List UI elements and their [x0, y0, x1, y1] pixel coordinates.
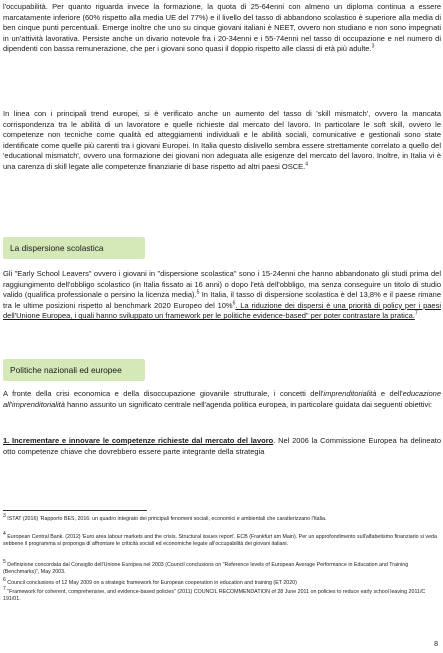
paragraph-competenze: 1. Incrementare e innovare le competenze richieste dal mercato del lavoro. Nel 2006 la Commissione Europea ha delineato otto competenze chiave che dovrebbero essere parte integrante della strategia — [3, 436, 442, 456]
section-heading-dispersione: La dispersione scolastica — [3, 237, 145, 259]
page-number: 8 — [434, 641, 438, 648]
section-heading-politiche: Politiche nazionali ed europee — [3, 359, 145, 381]
paragraph-imprenditorialita: A fronte della crisi economica e della disoccupazione giovanile strutturale, i concetti dell'imprenditorialità e dell'educazione all'imprenditorialità hanno assunto un significato centrale nell'agenda politica europea, in particolare guidata dai seguenti obiettivi: — [3, 389, 441, 409]
paragraph-occupabilita: l'occupabilità. Per quanto riguarda invece la formazione, la quota di 25-64enni con almeno un diploma continua a essere marcatamente inferiore (60% rispetto alla media UE del 77%) e il livello del tasso di abbandono scolastico è superiore alla media di ben cinque punti percentuali. Emerge inoltre che uno su cinque giovani italiani è NEET, ovvero non studiano e non sono impegnati in un'attività lavorativa. Persiste anche un divario notevole fra i 20-34enni e i 55-74enni nel tasso di occupazione e nel numero di dipendenti con bassa remunerazione, che per i giovani sono quasi il doppio rispetto alle classi di età più adulte.$^3$ — [3, 2, 441, 54]
footnote-separator — [3, 510, 147, 511]
paragraph-skill-mismatch: In linea con i principali trend europei, si è verificato anche un aumento del tasso di 'skill mismatch', ovvero la mancata corrispondenza tra le abilità di un lavoratore e quelle richieste dal mercato del lavoro. In particolare le soft skill, ovvero le competenze non tecniche come qualità ed atteggiamenti individuali e le abilità sociali, comunicative e gestionali sono state identificate come quelle più carenti tra i giovani Europei. In Italia questo dislivello sembra essere strettamente correlato a quello del 'educational mismatch', ovvero una formazione dei giovani non adeguata alle esigenze del mercato del lavoro. Inoltre, in Italia vi è una carenza di skill legate alle competenze finanziarie di base rispetto ad altri paesi OSCE.$^4$ — [3, 109, 441, 171]
footnote-3: $^3$ ISTAT (2016) 'Rapporto BES, 2016: un quadro integrato dei principali fenomeni sociali, economici e ambientali che caratterizzano l'Italia. — [3, 513, 327, 522]
footnote-4: $^4$ European Central Bank. (2012) 'Euro area labour markets and the crisis. Structural issues report'. ECB (Frankfurt am Main). Per un approfondimento sull'alfabetismo finanziario si veda sebbene il programma si proponga di affrontare le criticità sociali ed economiche legate all'occupabilità dei giovani italiani. — [3, 531, 437, 548]
paragraph-early-school-leavers: Gli "Early School Leavers" ovvero i giovani in "dispersione scolastica" sono i 15-24enni che hanno abbandonato gli studi prima del raggiungimento dell'obbligo scolastico (in Italia fissato ai 16 anni) o dopo l'età dell'obbligo, ma senza conseguire un titolo di studio valido (qualifica professionale o persino la licenza media).$^5$ In Italia, il tasso di dispersione scolastica è del 13,8% e il paese rimane tra le ultime posizioni rispetto al benchmark 2020 Europeo del 10%$^6$. La riduzione dei dispersi è una priorità di policy per i paesi dell'Unione Europea, i quali hanno sviluppato un framework per le politiche evidence-based" per poter contrastare la pratica.$^7$ — [3, 269, 441, 321]
footnote-7: $^7$ "Framework for coherent, comprehensive, and evidence-based policies" (2011) COUNCIL RECOMMENDATION of 28 June 2011 on policies to reduce early school leaving 2011/C 191/01. — [3, 586, 426, 603]
footnote-6: $^6$ Council conclusions of 12 May 2009 on a strategic framework for European cooperation in education and training (ET 2020) — [3, 577, 297, 586]
footnote-5: $^5$ Definizione concordata dal Consiglio dell'Unione Europea nel 2003 (Council conclusions on "Reference levels of European Average Performance in Education and Training (Benchmarks)", May 2003. — [3, 559, 409, 576]
